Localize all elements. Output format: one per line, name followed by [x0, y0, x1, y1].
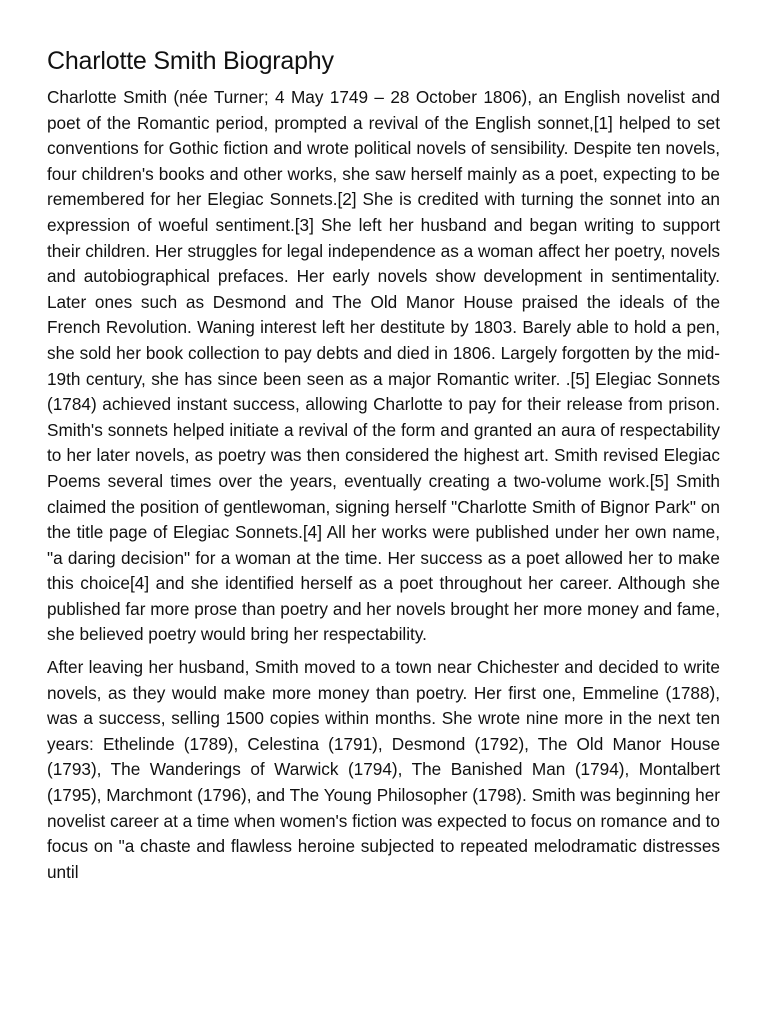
document-title: Charlotte Smith Biography [47, 47, 334, 75]
paragraph-2: After leaving her husband, Smith moved to a town near Chichester and decided to write novels, as they would make more money than poetry. Her first one, Emmeline (1788), was a success, selling 1500 copies within months. She wrote nine more in the next ten years: Ethelinde (1789), Celestina (1791), Desmond (1792), The Old Manor House (1793), The Wanderings of Warwick (1794), The Banished Man (1794), Montalbert (1795), Marchmont (1796), and The Young Philosopher (1798). Smith was beginning her novelist career at a time when women's fiction was expected to focus on romance and to focus on "a chaste and flawless heroine subjected to repeated melodramatic distresses until [47, 657, 720, 882]
document-page [47, 44, 720, 892]
paragraph-1: Charlotte Smith (née Turner; 4 May 1749 – 28 October 1806), an English novelist and poet of the Romantic period, prompted a revival of the English sonnet,[1] helped to set conventions for Gothic fiction and wrote political novels of sensibility. Despite ten novels, four children's books and other works, she saw herself mainly as a poet, expecting to be remembered for her Elegiac Sonnets.[2] She is credited with turning the sonnet into an expression of woeful sentiment.[3] She left her husband and began writing to support their children. Her struggles for legal independence as a woman affect her poetry, novels and autobiographical prefaces. Her early novels show development in sentimentality. Later ones such as Desmond and The Old Manor House praised the ideals of the French Revolution. Waning interest left her destitute by 1803. Barely able to hold a pen, she sold her book collection to pay debts and died in 1806. Largely forgotten by the mid-19th century, she has since been seen as a major Romantic writer. .[5] Elegiac Sonnets (1784) achieved instant success, allowing Charlotte to pay for their release from prison. Smith's sonnets helped initiate a revival of the form and granted an aura of respectability to her later novels, as poetry was then considered the highest art. Smith revised Elegiac Poems several times over the years, eventually creating a two-volume work.[5] Smith claimed the position of gentlewoman, signing herself "Charlotte Smith of Bignor Park" on the title page of Elegiac Sonnets.[4] All her works were published under her own name, "a daring decision" for a woman at the time. Her success as a poet allowed her to make this choice[4] and she identified herself as a poet throughout her career. Although she published far more prose than poetry and her novels brought her more money and fame, she believed poetry would bring her respectability. [47, 87, 720, 645]
